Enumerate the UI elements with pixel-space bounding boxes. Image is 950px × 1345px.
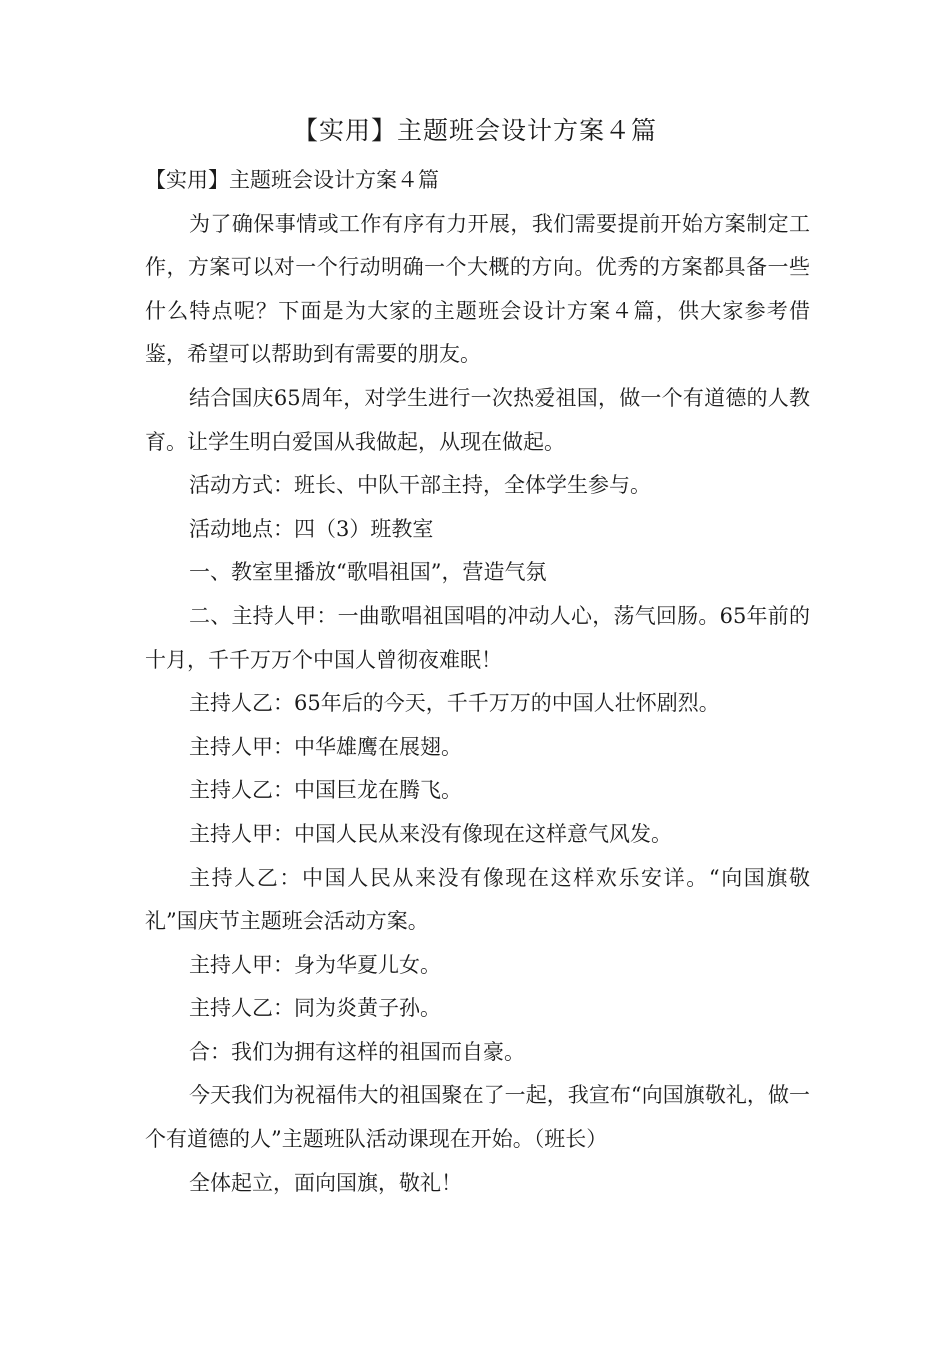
document-title: 【实用】主题班会设计方案４篇 bbox=[292, 116, 657, 145]
document-body bbox=[145, 159, 810, 1205]
paragraph-host-a-3: 主持人甲：中国人民从来没有像现在这样意气风发。 bbox=[189, 821, 672, 846]
paragraph-activity-location: 活动地点：四（3）班教室 bbox=[189, 516, 434, 541]
paragraph-intro: 为了确保事情或工作有序有力开展，我们需要提前开始方案制定工作，方案可以对一个行动明确一个大概的方向。优秀的方案都具备一些什么特点呢？下面是为大家的主题班会设计方案４篇，供大家参考借鉴，希望可以帮助到有需要的朋友。 bbox=[145, 211, 810, 367]
paragraph-purpose: 结合国庆65周年，对学生进行一次热爱祖国，做一个有道德的人教育。让学生明白爱国从我做起，从现在做起。 bbox=[145, 385, 810, 454]
paragraph-host-b-3: 主持人乙：中国人民从来没有像现在这样欢乐安详。“向国旗敬礼”国庆节主题班会活动方案。 bbox=[145, 865, 810, 934]
paragraph-step-two: 二、主持人甲：一曲歌唱祖国唱的冲动人心，荡气回肠。65年前的十月，千千万万个中国人曾彻夜难眠！ bbox=[145, 603, 810, 672]
paragraph-host-b-1: 主持人乙：65年后的今天，千千万万的中国人壮怀剧烈。 bbox=[189, 691, 720, 716]
paragraph-activity-method: 活动方式：班长、中队干部主持，全体学生参与。 bbox=[189, 473, 651, 498]
paragraph-host-b-2: 主持人乙：中国巨龙在腾飞。 bbox=[189, 778, 462, 803]
paragraph-announcement: 今天我们为祝福伟大的祖国聚在了一起，我宣布“向国旗敬礼，做一个有道德的人”主题班队活动课现在开始。（班长） bbox=[145, 1083, 810, 1152]
paragraph-salute: 全体起立，面向国旗，敬礼！ bbox=[189, 1170, 462, 1195]
paragraph-host-a-4: 主持人甲：身为华夏儿女。 bbox=[189, 952, 441, 977]
paragraph-step-one: 一、教室里播放“歌唱祖国”，营造气氛 bbox=[189, 560, 547, 585]
paragraph-host-a-2: 主持人甲：中华雄鹰在展翅。 bbox=[189, 734, 462, 759]
document-subtitle: 【实用】主题班会设计方案４篇 bbox=[145, 168, 439, 192]
paragraph-together: 合：我们为拥有这样的祖国而自豪。 bbox=[189, 1039, 525, 1064]
paragraph-host-b-4: 主持人乙：同为炎黄子孙。 bbox=[189, 996, 441, 1021]
